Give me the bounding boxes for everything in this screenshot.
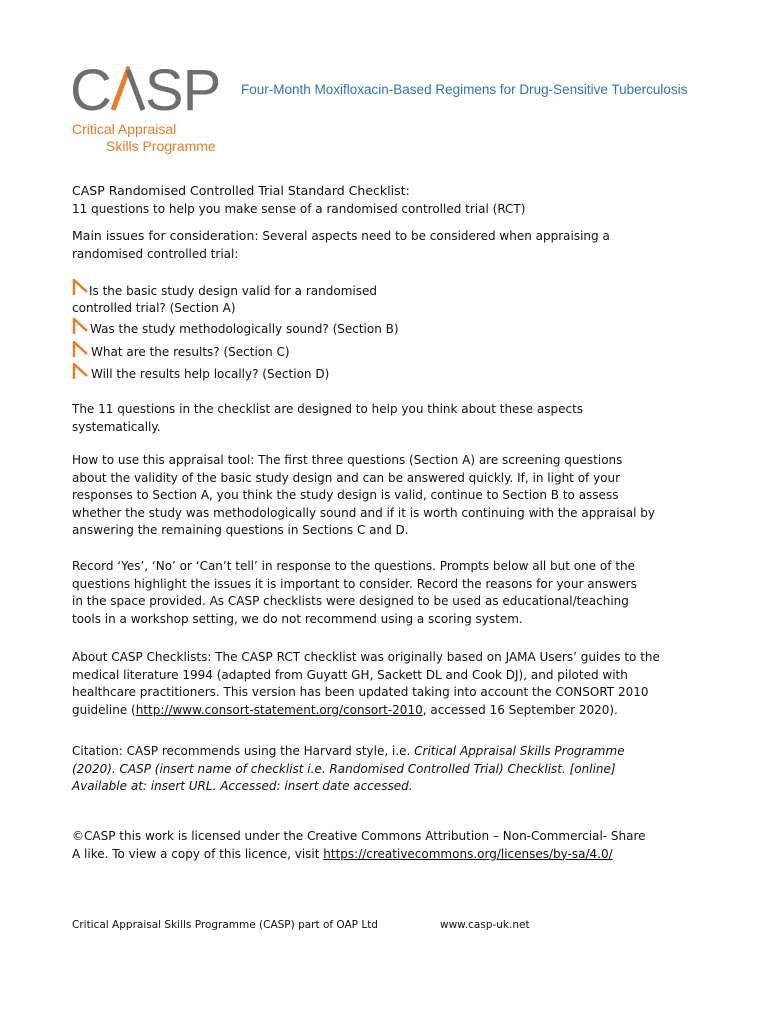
bullet-section-a <box>89 283 377 301</box>
bullet-section-d: Will the results help locally? (Section D) <box>91 367 330 381</box>
checklist-title: CASP Randomised Controlled Trial Standard Checklist: <box>72 183 410 198</box>
about-line: medical literature 1994 (adapted from Guyatt GH, Sackett DL and Cook DJ), and piloted with <box>72 667 628 682</box>
how-to-use-line: about the validity of the basic study design and can be answered quickly. If, in light of your <box>72 470 621 485</box>
orange-flag-icon <box>72 318 88 334</box>
intro-paragraph <box>72 401 672 436</box>
citation-italic: Critical Appraisal Skills Programme <box>414 744 625 758</box>
license-line: ©CASP this work is licensed under the Creative Commons Attribution – Non-Commercial- Share <box>72 829 646 843</box>
bullet-section-c: What are the results? (Section C) <box>91 345 290 359</box>
logo-letters-right: SP <box>144 58 221 123</box>
footer-left: Critical Appraisal Skills Programme (CASP) part of OAP Ltd <box>72 919 378 931</box>
logo-orange-chevron-icon <box>111 66 145 112</box>
logo-line-1: Critical Appraisal <box>72 121 177 137</box>
main-issues-label: Main issues for consideration: <box>72 228 259 243</box>
record-line: in the space provided. As CASP checklists were designed to be used as educational/teaching <box>72 594 629 608</box>
about-line: healthcare practitioners. This version has been updated taking into account the CONSORT 2010 <box>72 685 649 699</box>
record-line: tools in a workshop setting, we do not recommend using a scoring system. <box>72 611 523 626</box>
record-line: questions highlight the issues it is important to consider. Record the reasons for your answers <box>72 576 637 591</box>
intro-line: systematically. <box>72 419 161 434</box>
orange-flag-icon <box>72 363 88 379</box>
record-line: Record ‘Yes’, ‘No’ or ‘Can’t tell’ in response to the questions. Prompts below all but one of the <box>72 559 636 573</box>
license-paragraph <box>72 828 692 863</box>
about-line: The CASP RCT checklist was originally based on JAMA Users’ guides to the <box>211 650 660 664</box>
bullet-text: Is the basic study design valid for a randomised <box>89 284 377 298</box>
logo-letters-left: C <box>70 58 111 123</box>
how-to-use-line: whether the study was methodologically sound and if it is worth continuing with the appraisal by <box>72 505 656 520</box>
how-to-use-paragraph <box>72 452 692 540</box>
how-to-use-label: How to use this appraisal tool: <box>72 453 255 467</box>
citation-italic: Available at: insert URL. Accessed: insert date accessed. <box>72 779 413 793</box>
about-line-prefix: guideline ( <box>72 702 136 717</box>
orange-flag-icon <box>72 341 88 357</box>
record-paragraph <box>72 558 692 628</box>
main-issues-text-2: randomised controlled trial: <box>72 246 239 261</box>
license-line-prefix: A like. To view a copy of this licence, visit <box>72 846 324 861</box>
logo-line-2: Skills Programme <box>106 138 216 154</box>
bullet-section-a-cont: controlled trial? (Section A) <box>72 301 236 315</box>
checklist-subtitle: 11 questions to help you make sense of a randomised controlled trial (RCT) <box>72 202 526 216</box>
main-issues-paragraph <box>72 227 672 263</box>
main-issues-text: Several aspects need to be considered when appraising a <box>258 229 610 243</box>
footer-website[interactable]: www.casp-uk.net <box>440 919 530 931</box>
casp-logo <box>70 58 221 123</box>
bullet-section-b: Was the study methodologically sound? (Section B) <box>90 322 399 336</box>
consort-link[interactable]: http://www.consort-statement.org/consort-2010 <box>135 702 423 717</box>
how-to-use-line: answering the remaining questions in Sections C and D. <box>72 523 409 537</box>
citation-label: Citation: <box>72 744 123 758</box>
creative-commons-link[interactable]: https://creativecommons.org/licenses/by-sa/4.0/ <box>323 846 613 861</box>
about-label: About CASP Checklists: <box>72 650 212 664</box>
citation-paragraph <box>72 743 692 796</box>
document-header-title: Four-Month Moxifloxacin-Based Regimens for Drug-Sensitive Tuberculosis <box>241 82 688 97</box>
intro-line: The 11 questions in the checklist are designed to help you think about these aspects <box>72 402 584 416</box>
about-paragraph <box>72 649 692 719</box>
about-line-suffix: , accessed 16 September 2020). <box>422 702 618 717</box>
how-to-use-line: responses to Section A, you think the study design is valid, continue to Section B to assess <box>72 488 619 502</box>
citation-text: CASP recommends using the Harvard style, i.e. <box>122 744 415 758</box>
orange-flag-icon <box>72 279 88 295</box>
how-to-use-line: The first three questions (Section A) are screening questions <box>254 453 623 467</box>
citation-italic: (2020). CASP (insert name of checklist i.e. Randomised Controlled Trial) Checklist. [online] <box>72 761 616 776</box>
